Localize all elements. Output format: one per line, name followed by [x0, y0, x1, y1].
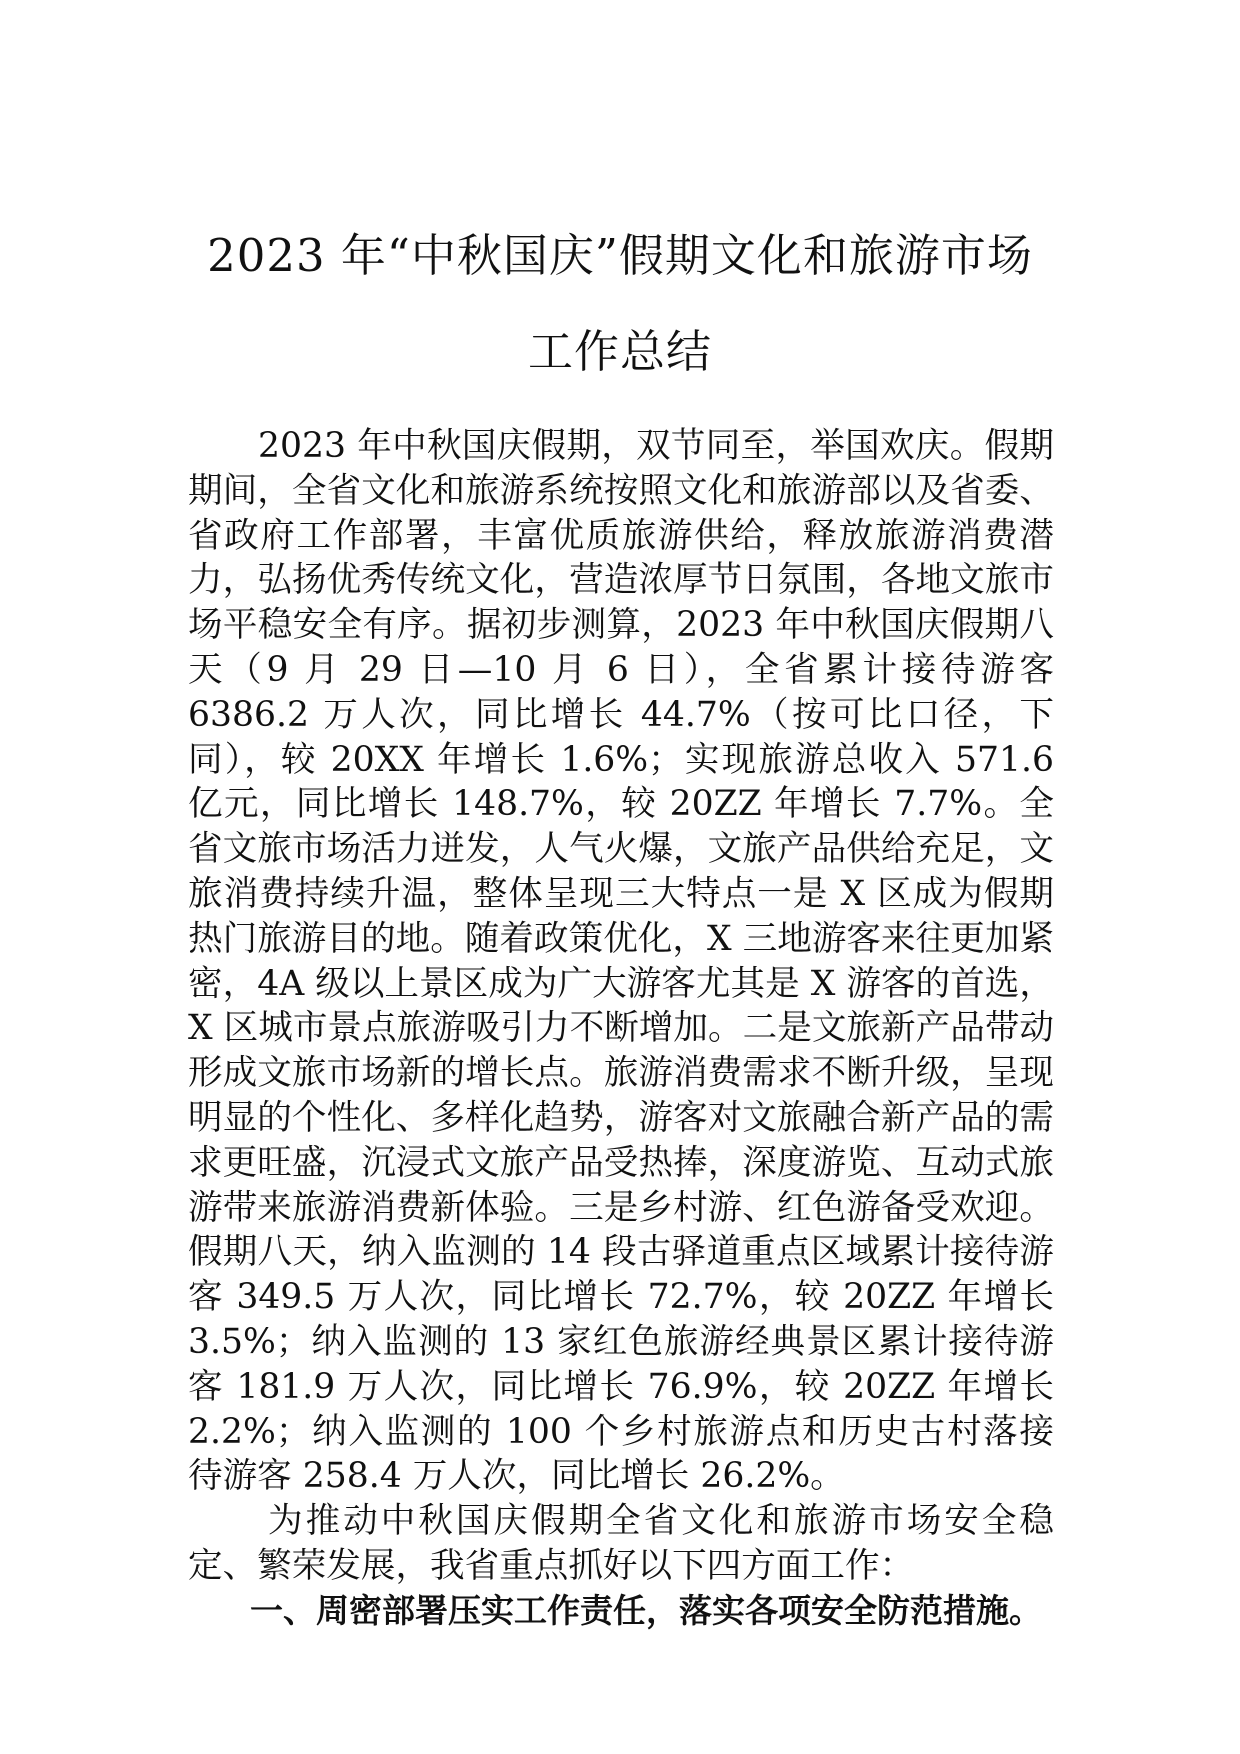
- document-title: [150, 208, 1090, 400]
- paragraph-intro-work: 为推动中秋国庆假期全省文化和旅游市场安全稳定、繁荣发展，我省重点抓好以下四方面工作：: [188, 1501, 1054, 1586]
- paragraph-summary: 2023 年中秋国庆假期，双节同至，举国欢庆。假期期间，全省文化和旅游系统按照文化和旅游部以及省委、省政府工作部署，丰富优质旅游供给，释放旅游消费潜力，弘扬优秀传统文化，营造浓厚节日氛围，各地文旅市场平稳安全有序。据初步测算，2023 年中秋国庆假期八天（9 月 29 日—10 月 6 日），全省累计接待游客 6386.2 万人次，同比增长 44.7%（按可比口径，下同），较 20XX 年增长 1.6%；实现旅游总收入 571.6 亿元，同比增长 148.7%，较 20ZZ 年增长 7.7%。全省文旅市场活力迸发，人气火爆，文旅产品供给充足，文旅消费持续升温，整体呈现三大特点一是 X 区成为假期热门旅游目的地。随着政策优化，X 三地游客来往更加紧密，4A 级以上景区成为广大游客尤其是 X 游客的首选，X 区城市景点旅游吸引力不断增加。二是文旅新产品带动形成文旅市场新的增长点。旅游消费需求不断升级，呈现明显的个性化、多样化趋势，游客对文旅融合新产品的需求更旺盛，沉浸式文旅产品受热捧，深度游览、互动式旅游带来旅游消费新体验。三是乡村游、红色游备受欢迎。假期八天，纳入监测的 14 段古驿道重点区域累计接待游客 349.5 万人次，同比增长 72.7%，较 20ZZ 年增长 3.5%；纳入监测的 13 家红色旅游经典景区累计接待游客 181.9 万人次，同比增长 76.9%，较 20ZZ 年增长 2.2%；纳入监测的 100 个乡村旅游点和历史古村落接待游客 258.4 万人次，同比增长 26.2%。: [188, 426, 1054, 1497]
- title-line-2: 工作总结: [527, 325, 712, 378]
- title-line-1: 2023 年“中秋国庆”假期文化和旅游市场: [207, 229, 1033, 282]
- document-body: [188, 424, 1054, 1634]
- section-heading-1: 一、周密部署压实工作责任，落实各项安全防范措施。: [250, 1590, 1042, 1630]
